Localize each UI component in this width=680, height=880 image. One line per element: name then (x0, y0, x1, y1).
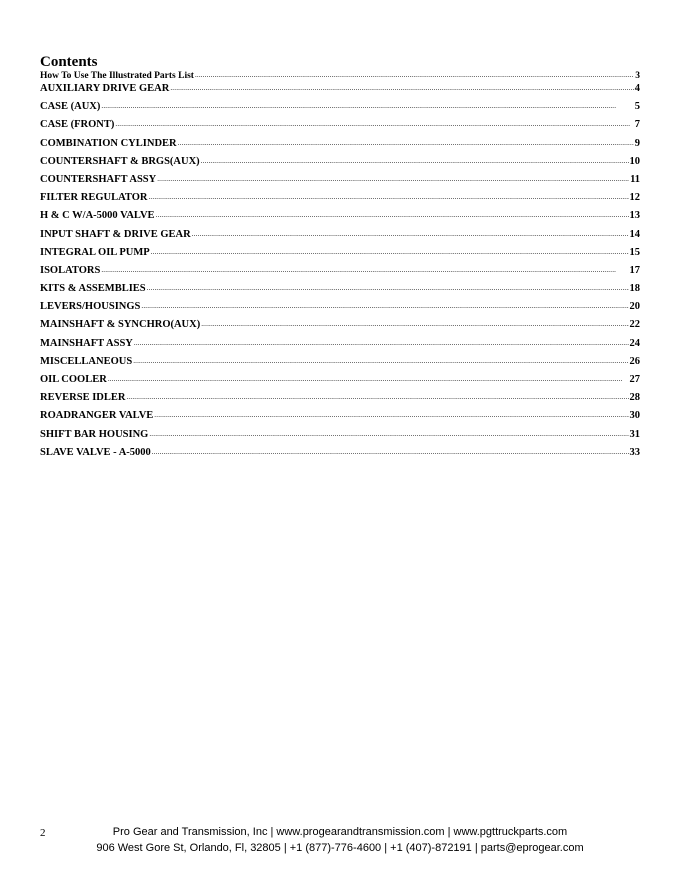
dot-leader (156, 208, 629, 222)
page-number: 2 (40, 827, 46, 839)
toc-entry-label: ROADRANGER VALVE (40, 410, 154, 422)
toc-entry[interactable] (40, 191, 640, 209)
toc-entry[interactable] (40, 155, 640, 173)
toc-entry-page: 11 (630, 173, 640, 185)
toc-entry[interactable] (40, 318, 640, 336)
toc-entry-label: COUNTERSHAFT & BRGS(AUX) (40, 155, 200, 167)
toc-entry[interactable] (40, 173, 640, 191)
toc-entry-label: OIL COOLER (40, 374, 107, 385)
dot-leader (147, 281, 629, 295)
toc-entry-label: INPUT SHAFT & DRIVE GEAR (40, 228, 191, 240)
toc-entry-page: 15 (629, 246, 640, 258)
dot-leader (201, 317, 628, 331)
toc-entry-page: 18 (629, 283, 640, 295)
dot-leader (170, 81, 633, 95)
toc-entry-page: 22 (629, 319, 640, 331)
dot-leader (152, 445, 629, 459)
toc-entry-label: FILTER REGULATOR (40, 192, 148, 204)
dot-leader (101, 99, 633, 113)
toc-entry-page: 27 (629, 374, 640, 385)
dot-leader (134, 336, 629, 350)
dot-leader (108, 372, 629, 386)
toc-entry[interactable] (40, 246, 640, 264)
toc-entry-label: ISOLATORS (40, 264, 101, 276)
toc-entry[interactable] (40, 282, 640, 300)
dot-leader (149, 427, 628, 441)
page-footer (0, 825, 680, 856)
toc-entry-label: AUXILIARY DRIVE GEAR (40, 83, 170, 94)
toc-entry[interactable] (40, 373, 640, 391)
toc-entry[interactable] (40, 428, 640, 446)
dot-leader (178, 136, 634, 150)
toc-entry-label: INTEGRAL OIL PUMP (40, 246, 150, 258)
dot-leader (101, 263, 628, 277)
toc-entry-page: 14 (629, 228, 640, 240)
table-of-contents (40, 70, 640, 464)
toc-entry-label: COMBINATION CYLINDER (40, 137, 177, 149)
toc-entry[interactable] (40, 264, 640, 282)
toc-entry-label: LEVERS/HOUSINGS (40, 301, 141, 313)
footer-company-line: Pro Gear and Transmission, Inc | www.progearandtransmission.com | www.pgttruckparts.com (112, 826, 568, 838)
toc-entry-page: 10 (629, 155, 640, 167)
toc-entry[interactable] (40, 118, 640, 136)
toc-entry-label: SLAVE VALVE - A-5000 (40, 446, 151, 458)
toc-entry-page: 9 (634, 137, 640, 149)
dot-leader (201, 154, 629, 168)
toc-entry-page: 28 (629, 392, 640, 404)
toc-entry-page: 30 (629, 410, 640, 422)
toc-entry-page: 24 (629, 337, 640, 349)
toc-entry-label: CASE (AUX) (40, 101, 101, 113)
dot-leader (157, 172, 629, 186)
toc-entry[interactable] (40, 355, 640, 373)
page-title: Contents (40, 54, 98, 70)
toc-entry-label: How To Use The Illustrated Parts List (40, 71, 194, 81)
toc-entry-page: 13 (629, 210, 640, 222)
toc-entry-label: REVERSE IDLER (40, 392, 126, 404)
toc-entry-page: 3 (635, 71, 640, 81)
toc-entry-page: 33 (629, 446, 640, 458)
toc-entry[interactable] (40, 446, 640, 464)
toc-entry[interactable] (40, 391, 640, 409)
toc-entry-page: 4 (634, 83, 640, 94)
toc-entry[interactable] (40, 228, 640, 246)
dot-leader (141, 299, 628, 313)
toc-entry-page: 17 (629, 264, 640, 276)
toc-entry-page: 12 (629, 192, 640, 204)
dot-leader (154, 408, 628, 422)
toc-entry-label: MAINSHAFT & SYNCHRO(AUX) (40, 319, 201, 331)
toc-entry[interactable] (40, 82, 640, 100)
dot-leader (133, 354, 628, 368)
toc-entry-page: 31 (629, 428, 640, 440)
toc-entry-label: SHIFT BAR HOUSING (40, 428, 149, 440)
toc-entry-label: KITS & ASSEMBLIES (40, 283, 146, 295)
dot-leader (126, 390, 628, 404)
dot-leader (115, 117, 633, 131)
toc-entry-label: H & C W/A-5000 VALVE (40, 210, 155, 222)
toc-entry-page: 5 (634, 101, 640, 113)
dot-leader (192, 227, 629, 241)
toc-entry[interactable] (40, 209, 640, 227)
dot-leader (151, 245, 629, 259)
toc-entry-label: CASE (FRONT) (40, 119, 115, 131)
toc-entry[interactable] (40, 337, 640, 355)
toc-entry-label: MISCELLANEOUS (40, 355, 133, 367)
footer-address-line: 906 West Gore St, Orlando, Fl, 32805 | +1 (877)-776-4600 | +1 (407)-872191 | parts@eprogear.com (96, 841, 584, 854)
toc-entry[interactable] (40, 300, 640, 318)
toc-entry[interactable] (40, 100, 640, 118)
toc-entry[interactable] (40, 137, 640, 155)
toc-entry-page: 7 (634, 119, 640, 131)
toc-entry[interactable] (40, 409, 640, 427)
toc-entry-label: MAINSHAFT ASSY (40, 337, 133, 349)
dot-leader (148, 190, 628, 204)
toc-entry-page: 20 (629, 301, 640, 313)
toc-entry-page: 26 (629, 355, 640, 367)
toc-entry-label: COUNTERSHAFT ASSY (40, 173, 157, 185)
